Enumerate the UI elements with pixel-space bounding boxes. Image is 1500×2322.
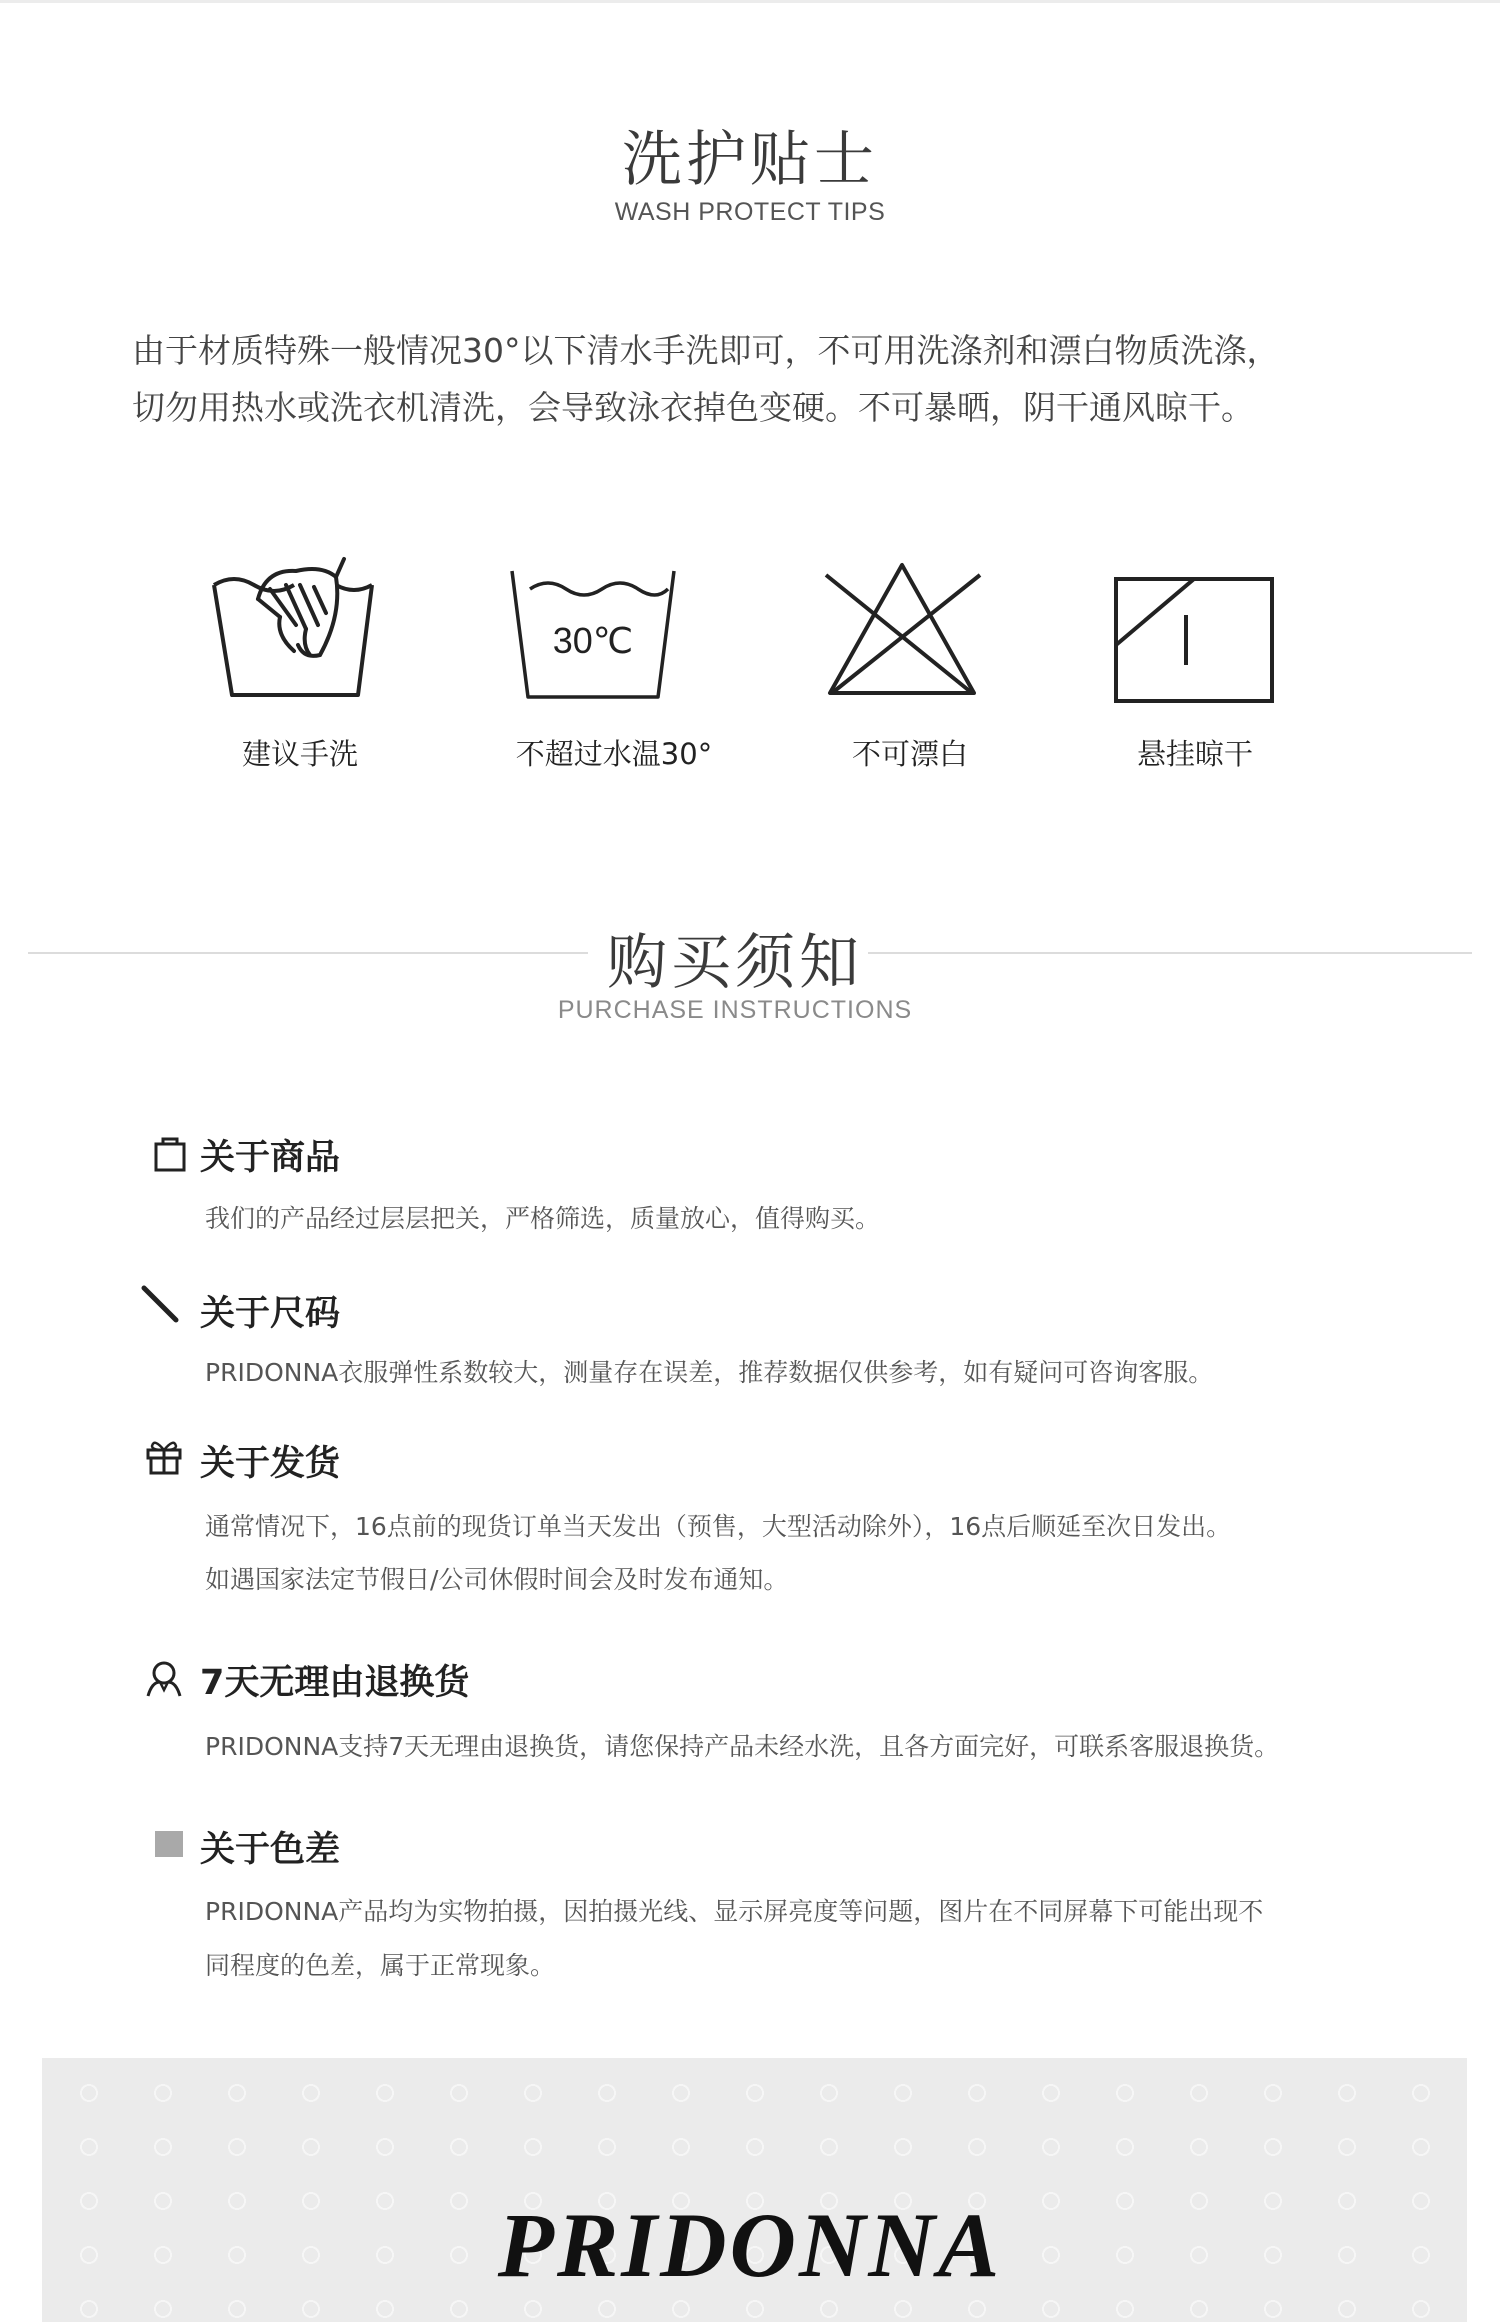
purchase-subtitle: PURCHASE INSTRUCTIONS [557, 996, 913, 1024]
section-title-returns: 7天无理由退换货 [200, 1663, 470, 1703]
gift-icon [144, 1436, 184, 1476]
section-title-color: 关于色差 [200, 1830, 341, 1870]
hang-dry-icon [1110, 555, 1280, 705]
care-label-hang-dry: 悬挂晾干 [1136, 737, 1253, 771]
section-title-goods: 关于商品 [200, 1138, 341, 1178]
wash-tips-title: 洗护贴士 [622, 125, 878, 195]
section-text-color-2: 同程度的色差，属于正常现象。 [205, 1951, 556, 1980]
wash-30-icon [508, 555, 678, 705]
no-bleach-icon [822, 555, 992, 705]
care-label-no-bleach: 不可漂白 [851, 737, 968, 771]
service-icon [144, 1658, 184, 1698]
wash-tips-subtitle: WASH PROTECT TIPS [614, 198, 886, 226]
section-text-shipping-2: 如遇国家法定节假日/公司休假时间会及时发布通知。 [205, 1565, 789, 1594]
wash-temperature-text: 30℃ [552, 620, 634, 661]
square-icon [155, 1831, 183, 1857]
wash-description-line-1: 由于材质特殊一般情况30°以下清水手洗即可，不可用洗涤剂和漂白物质洗涤， [132, 331, 1280, 370]
top-divider [0, 0, 1500, 3]
section-title-shipping: 关于发货 [200, 1444, 341, 1484]
section-text-returns-1: PRIDONNA支持7天无理由退换货，请您保持产品未经水洗，且各方面完好，可联系客服退换货。 [205, 1732, 1280, 1761]
section-title-size: 关于尺码 [200, 1294, 341, 1334]
brand-logo: PRIDONNA [497, 2194, 1003, 2296]
hand-wash-icon [210, 555, 380, 705]
section-text-goods-1: 我们的产品经过层层把关，严格筛选，质量放心，值得购买。 [205, 1204, 881, 1233]
purchase-title: 购买须知 [607, 928, 863, 998]
care-label-hand-wash: 建议手洗 [241, 737, 358, 771]
section-text-shipping-1: 通常情况下，16点前的现货订单当天发出（预售，大型活动除外），16点后顺延至次日发出。 [205, 1512, 1232, 1541]
section-text-color-1: PRIDONNA产品均为实物拍摄，因拍摄光线、显示屏亮度等问题，图片在不同屏幕下可能出现不 [205, 1897, 1264, 1926]
wash-description-line-2: 切勿用热水或洗衣机清洗，会导致泳衣掉色变硬。不可暴晒，阴干通风晾干。 [132, 388, 1254, 427]
care-label-wash-30: 不超过水温30° [515, 737, 713, 771]
ruler-icon [140, 1284, 180, 1324]
shopping-bag-icon [150, 1134, 190, 1174]
section-text-size-1: PRIDONNA衣服弹性系数较大，测量存在误差，推荐数据仅供参考，如有疑问可咨询客服。 [205, 1358, 1214, 1387]
